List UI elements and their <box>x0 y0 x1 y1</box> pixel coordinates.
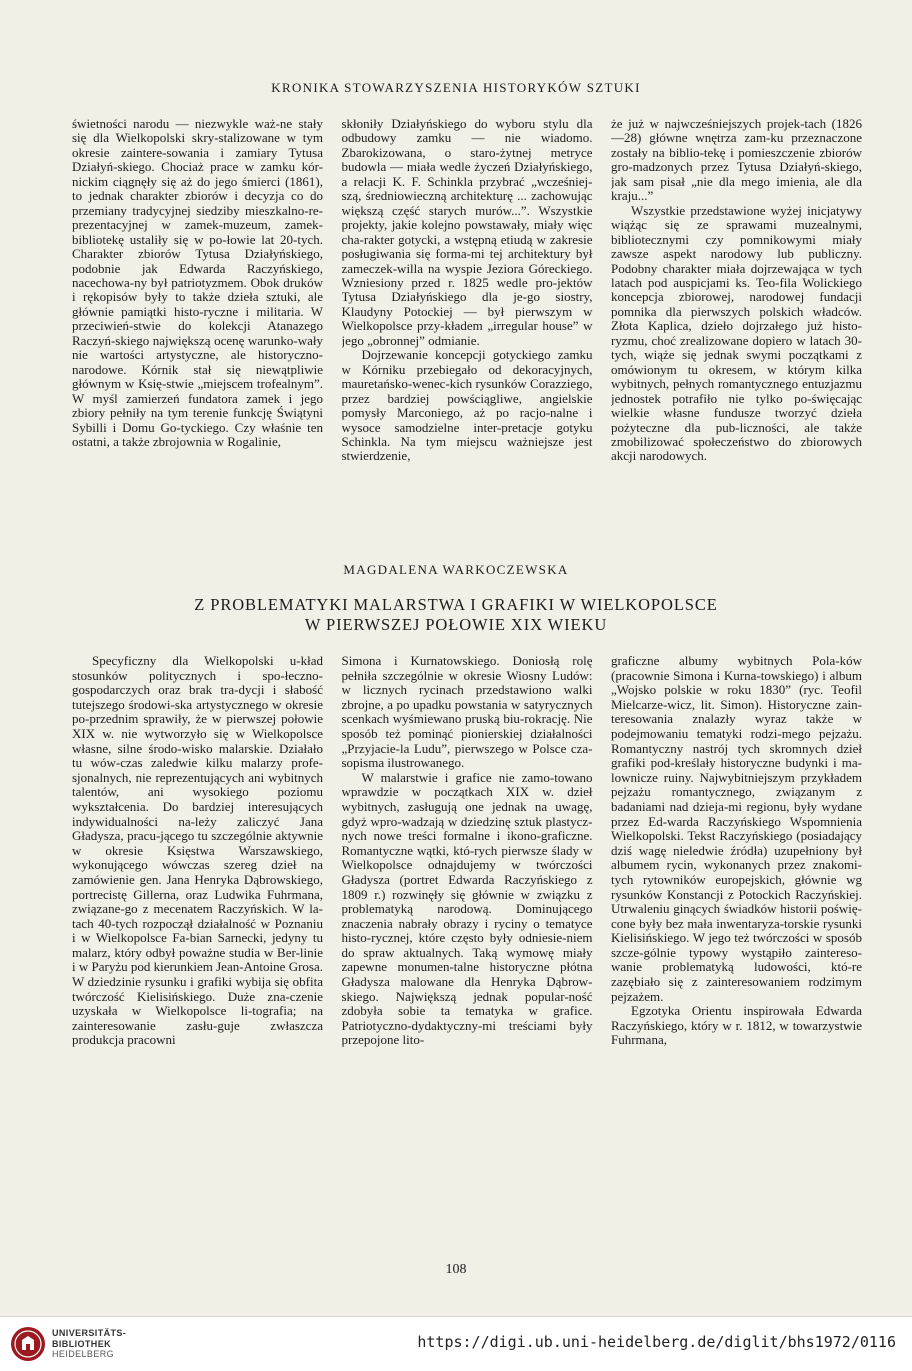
top-article-columns <box>72 117 862 542</box>
bottom-column-2 <box>342 654 593 1244</box>
library-name-line-2: BIBLIOTHEK <box>52 1338 111 1349</box>
article-title <box>0 595 912 635</box>
paragraph: skłoniły Działyńskiego do wyboru stylu dla odbudowy zamku — nie wiadomo. Zbarokizowana, o staro-żytnej metryce budowla — miała wedle życzeń Działyńskiego, a relacji K. F. Schinkla przybrać „wcześniej-szą, średniowieczną architekturę ... zachowując większą część starych murów...”. Wszystkie projekty, jakie kolejno powstawały, miały więc cha-rakter gotycki, a wstępną etiudą w zakresie posługiwania się forma-mi tej architektury był zameczek-willa na wyspie Jeziora Góreckiego. Wzniesiony przed r. 1825 wedle pro-jektów Tytusa Działyńskiego dla je-go siostry, Klaudyny Potockiej — był pierwszym w Wielkopolsce przy-kładem „irregular house” w jego „obronnej” odmianie. <box>341 117 593 348</box>
source-url-link[interactable]: https://digi.ub.uni-heidelberg.de/diglit/bhs1972/0116 <box>417 1333 896 1351</box>
paragraph: że już w najwcześniejszych projek-tach (1826—28) główne wnętrza zam-ku przeznaczone zostały na biblio-tekę i pomieszczenie zbiorów gro-madzonych przez Tytusa Działyń-skiego, jak sam pisał „nie dla mego imienia, ale dla kraju...” <box>611 117 862 204</box>
paragraph: Simona i Kurnatowskiego. Doniosłą rolę pełniła szczególnie w okresie Wiosny Ludów: w licznych rycinach przedstawiono walki zbrojne, a po upadku powstania w satyrycznych scenkach wyśmiewano pruską biu-rokrację. Nie sposób też pominąć pionierskiej działalności „Przyjacie-la Ludu”, pierwszego w Polsce cza-sopisma ilustrowanego. <box>341 654 593 771</box>
paragraph: Wszystkie przedstawione wyżej inicjatywy wiążąc się ze sprawami muzealnymi, bibliotecznymi czy pomnikowymi miały zawsze aspekt narodowy lub publiczny. Podobny charakter miała dojrzewająca w tych latach pod auspicjami ks. Teo-fila Wolickiego koncepcja zbiorowej, narodowej fundacji pomnika dla pierwszych polskich władców. Złota Kaplica, dzieło dojrzałego już histo-ryzmu, choć zrealizowane dopiero w latach 30-tych, wiąże się jednak swymi początkami z omówionym tu okresem, w którym kilka wybitnych, pełnych romantycznego entuzjazmu jednostek potrafiło nie tylko po-święcając wielkie własne fundusze tworzyć dzieła pożyteczne dla pub-liczności, ale także zmobilizować społeczeństwo do zbiorowych akcji narodowych. <box>611 202 862 464</box>
top-column-1 <box>72 117 323 542</box>
library-name-line-3: HEIDELBERG <box>52 1349 115 1359</box>
viewer-footer <box>0 1316 912 1371</box>
paragraph: graficzne albumy wybitnych Pola-ków (pracownie Simona i Kurna-towskiego) i album „Wojsko polskie w roku 1830” (ryc. Teofil Mielcarze-wicz, lit. Simon). Historyczne zain-teresowania znalazły wyraz także w podejmowaniu tematyki rodzi-mego pejzażu. Romantyczny nastrój tych skromnych dzieł grafiki pod-kreślały historyczne budynki i ma-lownicze ruiny. Najwybitniejszym przykładem pejzażu romantycznego, związanym z badaniami nad dzieja-mi regionu, były wydane przez Ed-warda Raczyńskiego Wspomnienia Wielkopolski. Tekst Raczyńskiego (posiadający dziś wagę nieledwie źródła) uzupełniony był albumem rycin, wykonanych przez znakomi-tych rytowników europejskich, głównie wg rysunków Konstancji z Potockich Raczyńskiej. Utrwaleniu ginących świadków historii poświę-cone były bez mała inwentaryza-torskie rysunki Kielisińskiego. W jego też twórczości w sposób szcze-gólnie typowy wystąpiło zaintereso-wanie problematyką ludowości, któ-re zazębiało się z zainteresowaniem rodzimym pejzażem. <box>611 654 862 1004</box>
paragraph: Dojrzewanie koncepcji gotyckiego zamku w Kórniku przebiegało od dekoracyjnych, mauretańsko-wenec-kich rysunków Corazziego, przez bardziej powściągliwe, angielskie pomysły Marconiego, aż po racjo-nalne i wysoce samodzielne inter-pretacje gotyku Schinkla. Na tym miejscu ważniejsze jest stwierdzenie, <box>341 347 593 464</box>
article-title-line-2: W PIERWSZEJ POŁOWIE XIX WIEKU <box>304 615 608 634</box>
library-name <box>52 1328 126 1360</box>
page-number: 108 <box>445 1262 467 1277</box>
article-author: MAGDALENA WARKOCZEWSKA <box>343 562 569 577</box>
bottom-column-1 <box>72 654 323 1244</box>
article-title-line-1: Z PROBLEMATYKI MALARSTWA I GRAFIKI W WIELKOPOLSCE <box>194 595 718 614</box>
university-seal-icon <box>10 1326 46 1362</box>
paragraph: Egzotyka Orientu inspirowała Edwarda Raczyńskiego, który w r. 1812, w towarzystwie Fuhrmana, <box>611 1003 862 1048</box>
bottom-column-3 <box>611 654 862 1244</box>
paragraph: Specyficzny dla Wielkopolski u-kład stosunków politycznych i spo-łeczno-gospodarczych oraz brak tra-dycji i słabość tutejszego środowi-ska artystycznego w okresie po-przednim sprawiły, że w pierwszej połowie XIX w. nie wytworzyło się w Wielkopolsce własne, silne środo-wisko malarskie. Działało tu wów-czas zaledwie kilku malarzy profe-sjonalnych, nie reprezentujących ani wybitnych talentów, ani wysokiego poziomu wykształcenia. Do bardziej interesujących indywidualności na-leży zaliczyć Jana Gładysza, pracu-jącego tu szczególnie aktywnie w okresie Księstwa Warszawskiego, wykonującego wówczas szereg dzieł na zamówienie gen. Jana Henryka Dąbrowskiego, portrecistę Gillerna, oraz Ludwika Fuhrmana, związane-go z mecenatem Raczyńskich. W la-tach 40-tych rozpoczął działalność w Poznaniu i w Wielkopolsce Fa-bian Sarnecki, jedyny tu malarz, który odbył poważne studia w Ber-linie i w Paryżu pod kierunkiem Jean-Antoine Grosa. W dziedzinie rysunku i grafiki wybija się obfita twórczość Kielisińskiego. Duże zna-czenie uzyskała w Wielkopolsce li-tografia; na zainteresowanie zasłu-guje zwłaszcza produkcja pracowni <box>72 654 323 1048</box>
top-column-2 <box>342 117 593 542</box>
top-column-3 <box>611 117 862 542</box>
paragraph: W malarstwie i grafice nie zamo-towano wprawdzie w początkach XIX w. dzieł wybitnych, zasługują one jednak na uwagę, gdyż wpro-wadzają w dziedzinę sztuk plastycz-nych nowe treści formalne i ikono-graficzne. Romantyczne wątki, któ-rych pierwsze ślady w Wielkopolsce odnajdujemy w twórczości Gładysza (portret Edwarda Raczyńskiego z 1809 r.) rozwinęły się głównie w związku z problematyką narodową. Dominującego znaczenia nabrały obrazy i ryciny o tematyce histo-rycznej, które często były odniesie-niem do spraw aktualnych. Taką wymowę miały zapewne monumen-talne historyczne płótna Gładysza malowane dla Henryka Dąbrow-skiego. Największą jednak popular-ność zdobyła sobie ta tematyka w grafice. Patriotyczno-dydaktyczny-mi treściami były przepojone lito- <box>341 769 593 1048</box>
bottom-article-columns <box>72 654 862 1244</box>
paragraph: świetności narodu — niezwykle waż-ne stały się dla Wielkopolski skry-stalizowane w tym okresie zaintere-sowania i zamiary Tytusa Działyń-skiego. Chociaż prace w zamku kór-nickim ciągnęły się aż do jego śmierci (1861), to jednak charakter zbiorów i decyzja co do przemiany tradycyjnej siedziby mieszkalno-re-prezentacyjnej w zamek-muzeum, zamek-bibliotekę ustaliły się w po-łowie lat 20-tych. Charakter zbiorów Tytusa Działyńskiego, podobnie jak Edwarda Raczyńskiego, nacechowa-ny był patriotyzmem. Obok druków i rękopisów były to także dzieła sztuki, ale głównie pamiątki histo-ryczne i militaria. W przeciwień-stwie do kolekcji Atanazego Raczyń-skiego największą ocenę warunko-wały nie wartości artystyczne, ale historyczno-narodowe. Kórnik stał się niewątpliwie głównym w Księ-stwie „miejscem trofealnym”. W myśl zamierzeń fundatora zamek i jego zbiory pełniły na tym terenie funkcję Świątyni Sybilli i Domu Go-tyckiego. Czy właśnie ten ostatni, a także zbrojownia w Rogalinie, <box>72 117 323 449</box>
library-name-line-1: UNIVERSITÄTS- <box>52 1328 127 1338</box>
running-head: KRONIKA STOWARZYSZENIA HISTORYKÓW SZTUKI <box>271 80 641 95</box>
